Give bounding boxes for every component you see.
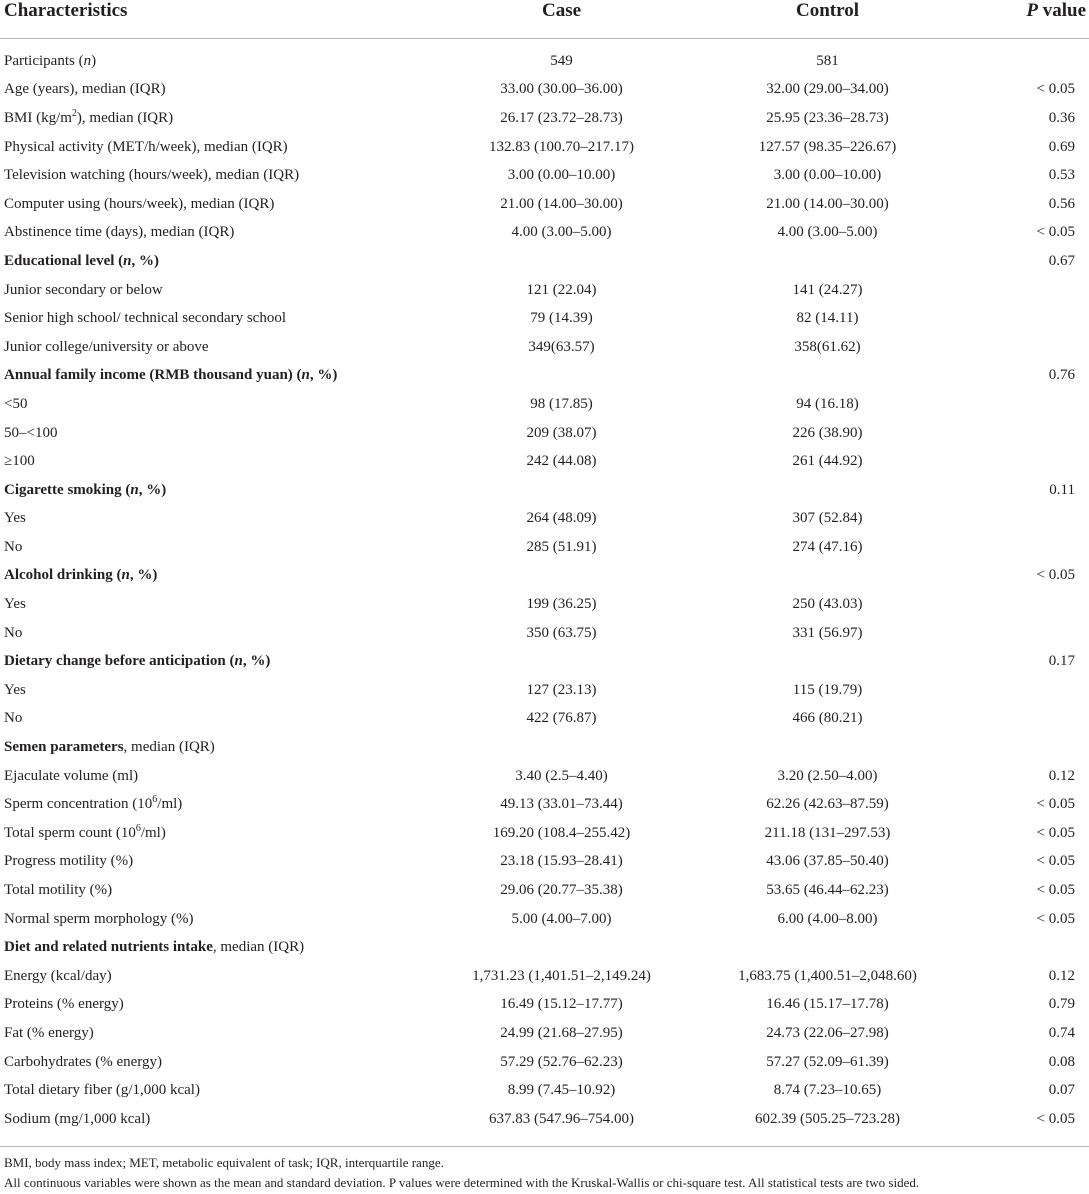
row-label-part: Junior college/university or above (4, 338, 209, 355)
section-row (0, 933, 1089, 962)
row-label-part: Ejaculate volume (ml) (4, 767, 139, 784)
table-row (0, 705, 1089, 734)
footnote-abbreviations: BMI, body mass index; MET, metabolic equivalent of task; IQR, interquartile range. (4, 1155, 444, 1170)
control-value: 57.27 (52.09–61.39) (766, 1053, 889, 1070)
table-row (0, 676, 1089, 705)
case-value: 1,731.23 (1,401.51–2,149.24) (472, 967, 651, 984)
p-value: 0.79 (1048, 996, 1075, 1013)
row-label-part: No (4, 538, 23, 555)
p-value (962, 590, 1089, 619)
row-label (0, 848, 380, 877)
p-value: 0.76 (1048, 367, 1075, 384)
table-row (0, 190, 1089, 219)
row-label-part: Energy (kcal/day) (4, 967, 112, 984)
p-value: 0.08 (1048, 1053, 1075, 1070)
row-label (0, 1019, 380, 1048)
control-value: 3.20 (2.50–4.00) (777, 767, 878, 784)
row-label (0, 190, 380, 219)
table-row (0, 876, 1089, 905)
row-label-part: Carbohydrates (% energy) (4, 1053, 162, 1070)
header-case: Case (541, 0, 582, 21)
p-value: 0.56 (1048, 195, 1075, 212)
row-label-part: Educational level ( (4, 252, 124, 269)
table-row (0, 1076, 1089, 1105)
section-row (0, 247, 1089, 276)
case-value: 79 (14.39) (530, 310, 593, 327)
case-value (380, 933, 693, 962)
case-value: 3.40 (2.5–4.40) (515, 767, 608, 784)
row-label (0, 276, 380, 305)
p-value (962, 619, 1089, 648)
control-value: 127.57 (98.35–226.67) (758, 138, 897, 155)
row-label-part: BMI (kg/m (4, 109, 72, 126)
footnote-methods: All continuous variables were shown as the mean and standard deviation. P values were determined with the Kruskal-Wallis or chi-square test. All statistical tests are two sided. (4, 1175, 920, 1190)
row-label-part: Yes (4, 510, 26, 527)
row-label-part: Yes (4, 681, 26, 698)
row-label-part: 50–<100 (4, 424, 58, 441)
row-label-part: n (301, 367, 310, 384)
row-label-part: Television watching (hours/week), median (IQR) (4, 167, 300, 184)
control-value: 331 (56.97) (792, 624, 863, 641)
row-label-part: , median (IQR) (123, 739, 215, 756)
row-label-part: /ml) (157, 796, 183, 813)
row-label-part: Normal sperm morphology (%) (4, 910, 194, 927)
table-row (0, 333, 1089, 362)
row-label-part: , median (IQR) (212, 939, 305, 956)
case-value: 21.00 (14.00–30.00) (500, 195, 623, 212)
row-label-part: , %) (129, 567, 158, 584)
row-label (0, 362, 380, 391)
section-row (0, 362, 1089, 391)
control-value: 466 (80.21) (792, 710, 863, 727)
p-value: < 0.05 (1036, 1110, 1075, 1127)
row-label-part: Total dietary fiber (g/1,000 kcal) (4, 1082, 200, 1099)
case-value: 33.00 (30.00–36.00) (500, 81, 623, 98)
case-value: 23.18 (15.93–28.41) (500, 853, 623, 870)
row-label-part: n (83, 52, 92, 69)
row-label (0, 590, 380, 619)
table-row (0, 76, 1089, 105)
row-label-part: Abstinence time (days), median (IQR) (4, 224, 235, 241)
row-label-part: n (121, 567, 130, 584)
row-label (0, 76, 380, 105)
table-row (0, 505, 1089, 534)
row-label (0, 505, 380, 534)
table-row (0, 219, 1089, 248)
table-header (0, 0, 1089, 39)
control-value: 211.18 (131–297.53) (764, 824, 891, 841)
row-label-part: Total motility (%) (4, 882, 113, 899)
p-value: < 0.05 (1036, 853, 1075, 870)
row-label (0, 705, 380, 734)
p-value (962, 676, 1089, 705)
control-value (693, 247, 962, 276)
row-label (0, 304, 380, 333)
row-label-part: Progress motility (%) (4, 853, 134, 870)
case-value: 121 (22.04) (526, 281, 597, 298)
case-value: 4.00 (3.00–5.00) (511, 224, 612, 241)
table-row (0, 304, 1089, 333)
table-row (0, 790, 1089, 819)
row-label-part: /ml) (140, 824, 166, 841)
case-value: 350 (63.75) (526, 624, 597, 641)
table-row (0, 104, 1089, 133)
control-value: 250 (43.03) (792, 596, 863, 613)
row-label-part: ), median (IQR) (76, 109, 174, 126)
case-value: 422 (76.87) (526, 710, 597, 727)
control-value: 94 (16.18) (796, 395, 859, 412)
p-value: < 0.05 (1036, 910, 1075, 927)
row-label (0, 419, 380, 448)
row-label (0, 1048, 380, 1077)
row-label (0, 1076, 380, 1105)
p-value (962, 447, 1089, 476)
row-label (0, 991, 380, 1020)
row-label (0, 390, 380, 419)
table-row (0, 819, 1089, 848)
case-value: 127 (23.13) (526, 681, 597, 698)
p-value (962, 933, 1089, 962)
control-value: 602.39 (505.25–723.28) (755, 1110, 900, 1127)
case-value: 549 (550, 52, 573, 69)
row-label-part: No (4, 624, 23, 641)
p-value (962, 705, 1089, 734)
table-row (0, 905, 1089, 934)
p-value (962, 533, 1089, 562)
control-value (693, 933, 962, 962)
case-value: 57.29 (52.76–62.23) (500, 1053, 623, 1070)
control-value: 6.00 (4.00–8.00) (777, 910, 878, 927)
case-value: 3.00 (0.00–10.00) (507, 167, 616, 184)
row-label-part: Age (years), median (IQR) (4, 81, 166, 98)
table-row (0, 419, 1089, 448)
table-row (0, 276, 1089, 305)
row-label-part: Total sperm count (10 (4, 824, 136, 841)
table-row (0, 133, 1089, 162)
case-value: 242 (44.08) (526, 453, 597, 470)
case-value: 169.20 (108.4–255.42) (492, 824, 631, 841)
control-value: 226 (38.90) (792, 424, 863, 441)
header-p-letter: P (1026, 0, 1038, 21)
case-value (380, 476, 693, 505)
case-value: 264 (48.09) (526, 510, 597, 527)
row-label-part: Physical activity (MET/h/week), median (IQR) (4, 138, 288, 155)
p-value: < 0.05 (1036, 882, 1075, 899)
section-row (0, 476, 1089, 505)
p-value (962, 333, 1089, 362)
p-value: 0.17 (1048, 653, 1075, 670)
row-label-part: No (4, 710, 23, 727)
case-value: 8.99 (7.45–10.92) (507, 1082, 616, 1099)
case-value: 5.00 (4.00–7.00) (511, 910, 612, 927)
row-label-part: Semen parameters (4, 739, 124, 756)
row-label (0, 104, 380, 133)
case-value: 16.49 (15.12–17.77) (500, 996, 623, 1013)
row-label (0, 476, 380, 505)
p-value: 0.12 (1048, 967, 1075, 984)
p-value: 0.11 (1049, 481, 1075, 498)
row-label (0, 790, 380, 819)
row-label-part: n (123, 252, 132, 269)
row-label-part: Junior secondary or below (4, 281, 163, 298)
row-label-part: n (130, 481, 139, 498)
row-label (0, 533, 380, 562)
p-value (962, 304, 1089, 333)
row-label (0, 219, 380, 248)
control-value: 3.00 (0.00–10.00) (773, 167, 882, 184)
row-label (0, 733, 380, 762)
case-value (380, 733, 693, 762)
row-label (0, 39, 380, 76)
row-label-part: <50 (4, 395, 28, 412)
row-label (0, 762, 380, 791)
row-label-part: Annual family income (RMB thousand yuan) ( (4, 367, 302, 384)
p-value: 0.69 (1048, 138, 1075, 155)
p-value: < 0.05 (1036, 81, 1075, 98)
row-label-part: Diet and related nutrients intake (4, 939, 213, 956)
row-label (0, 333, 380, 362)
control-value: 25.95 (23.36–28.73) (766, 109, 889, 126)
case-value: 49.13 (33.01–73.44) (500, 796, 623, 813)
case-value: 199 (36.25) (526, 596, 597, 613)
row-label-part: Senior high school/ technical secondary school (4, 310, 287, 327)
control-value: 62.26 (42.63–87.59) (766, 796, 889, 813)
control-value: 307 (52.84) (792, 510, 863, 527)
row-label (0, 161, 380, 190)
p-value: 0.36 (1048, 109, 1075, 126)
table-row (0, 447, 1089, 476)
section-row (0, 647, 1089, 676)
row-label (0, 819, 380, 848)
row-label-part: , %) (309, 367, 338, 384)
row-label (0, 619, 380, 648)
row-label-part: Alcohol drinking ( (4, 567, 122, 584)
case-value: 29.06 (20.77–35.38) (500, 882, 623, 899)
p-value (962, 733, 1089, 762)
case-value (380, 362, 693, 391)
row-label (0, 447, 380, 476)
control-value (693, 562, 962, 591)
row-label-part: 6 (135, 822, 141, 834)
header-characteristics: Characteristics (4, 0, 128, 21)
control-value: 24.73 (22.06–27.98) (766, 1024, 889, 1041)
p-value: 0.67 (1048, 252, 1075, 269)
table-row (0, 590, 1089, 619)
case-value: 24.99 (21.68–27.95) (500, 1024, 623, 1041)
p-value: 0.12 (1048, 767, 1075, 784)
row-label-part: , %) (131, 252, 160, 269)
row-label-part: Participants ( (4, 52, 84, 69)
header-p-value (962, 0, 1089, 39)
case-value: 132.83 (100.70–217.17) (489, 138, 634, 155)
row-label-part: ) (91, 52, 97, 69)
header-p-suffix: value (1037, 0, 1086, 21)
table-row (0, 1105, 1089, 1134)
row-label (0, 133, 380, 162)
control-value (693, 647, 962, 676)
table-row (0, 1048, 1089, 1077)
case-value: 26.17 (23.72–28.73) (500, 109, 623, 126)
p-value (962, 505, 1089, 534)
row-label-part: ≥100 (4, 453, 35, 470)
case-value (380, 247, 693, 276)
case-value: 637.83 (547.96–754.00) (489, 1110, 634, 1127)
case-value (380, 562, 693, 591)
table-body (0, 39, 1089, 1134)
row-label-part: Sperm concentration (10 (4, 796, 153, 813)
row-label (0, 676, 380, 705)
case-value: 285 (51.91) (526, 538, 597, 555)
p-value: < 0.05 (1036, 567, 1075, 584)
row-label (0, 905, 380, 934)
case-value: 209 (38.07) (526, 424, 597, 441)
table-row (0, 533, 1089, 562)
row-label (0, 247, 380, 276)
row-label (0, 1105, 380, 1134)
row-label-part: 6 (152, 794, 158, 806)
row-label-part: Fat (% energy) (4, 1024, 94, 1041)
p-value (962, 39, 1089, 76)
p-value (962, 276, 1089, 305)
row-label (0, 562, 380, 591)
control-value: 21.00 (14.00–30.00) (766, 195, 889, 212)
control-value: 43.06 (37.85–50.40) (766, 853, 889, 870)
table-row (0, 991, 1089, 1020)
table-row (0, 762, 1089, 791)
header-control: Control (796, 0, 859, 21)
row-label-part: Yes (4, 596, 26, 613)
control-value: 581 (816, 52, 839, 69)
control-value: 16.46 (15.17–17.78) (766, 996, 889, 1013)
row-label (0, 876, 380, 905)
bottom-rule (0, 1146, 1089, 1147)
table-row (0, 390, 1089, 419)
control-value: 32.00 (29.00–34.00) (766, 81, 889, 98)
row-label-part: n (234, 653, 243, 670)
p-value: 0.53 (1048, 167, 1075, 184)
table-row (0, 619, 1089, 648)
control-value (693, 476, 962, 505)
control-value: 82 (14.11) (796, 310, 859, 327)
control-value: 141 (24.27) (792, 281, 863, 298)
row-label-part: , %) (138, 481, 167, 498)
control-value: 1,683.75 (1,400.51–2,048.60) (738, 967, 917, 984)
row-label (0, 933, 380, 962)
control-value: 53.65 (46.44–62.23) (766, 882, 889, 899)
row-label (0, 647, 380, 676)
row-label-part: Computer using (hours/week), median (IQR) (4, 195, 275, 212)
table-row (0, 962, 1089, 991)
table-row (0, 161, 1089, 190)
p-value (962, 390, 1089, 419)
p-value: < 0.05 (1036, 224, 1075, 241)
row-label-part: Proteins (% energy) (4, 996, 124, 1013)
case-value: 349(63.57) (528, 338, 595, 355)
row-label-part: Cigarette smoking ( (4, 481, 131, 498)
section-row (0, 733, 1089, 762)
p-value (962, 419, 1089, 448)
p-value: 0.74 (1048, 1024, 1075, 1041)
control-value: 4.00 (3.00–5.00) (777, 224, 878, 241)
control-value: 115 (19.79) (792, 681, 863, 698)
row-label-part: 2 (71, 107, 77, 119)
control-value: 8.74 (7.23–10.65) (773, 1082, 882, 1099)
case-value: 98 (17.85) (530, 395, 593, 412)
section-row (0, 562, 1089, 591)
row-label (0, 962, 380, 991)
control-value: 358(61.62) (794, 338, 861, 355)
p-value: 0.07 (1048, 1082, 1075, 1099)
row-label-part: Sodium (mg/1,000 kcal) (4, 1110, 151, 1127)
control-value: 261 (44.92) (792, 453, 863, 470)
row-label-part: , %) (242, 653, 271, 670)
table-row (0, 1019, 1089, 1048)
table-row (0, 848, 1089, 877)
case-value (380, 647, 693, 676)
control-value (693, 362, 962, 391)
p-value: < 0.05 (1036, 824, 1075, 841)
control-value (693, 733, 962, 762)
table-row (0, 39, 1089, 76)
control-value: 274 (47.16) (792, 538, 863, 555)
row-label-part: Dietary change before anticipation ( (4, 653, 235, 670)
p-value: < 0.05 (1036, 796, 1075, 813)
